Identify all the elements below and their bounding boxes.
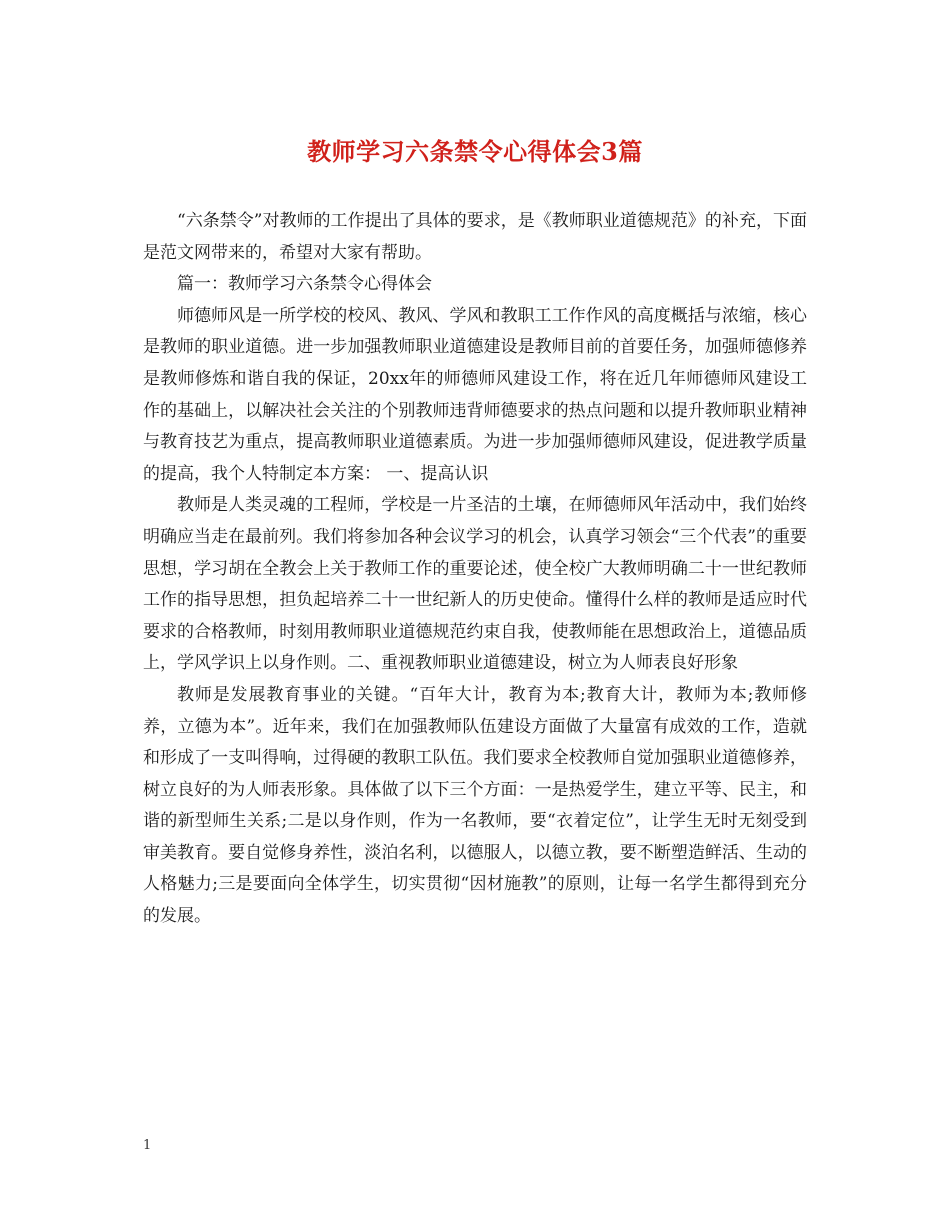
intro-paragraph: “六条禁令”对教师的工作提出了具体的要求，是《教师职业道德规范》的补充，下面是范文网带来的，希望对大家有帮助。 <box>143 211 807 263</box>
section-heading: 篇一：教师学习六条禁令心得体会 <box>177 274 432 295</box>
body-paragraph: 教师是人类灵魂的工程师，学校是一片圣洁的土壤，在师德师风年活动中，我们始终明确应当走在最前列。我们将参加各种会议学习的机会，认真学习领会“三个代表”的重要思想，学习胡在全教会上关于教师工作的重要论述，使全校广大教师明确二十一世纪教师工作的指导思想，担负起培养二十一世纪新人的历史使命。懂得什么样的教师是适应时代要求的合格教师，时刻用教师职业道德规范约束自我，使教师能在思想政治上，道德品质上，学风学识上以身作则。二、重视教师职业道德建设，树立为人师表良好形象 <box>143 495 807 674</box>
document-body <box>143 206 807 933</box>
page-number: 1 <box>143 1138 152 1153</box>
document-title: 教师学习六条禁令心得体会3篇 <box>307 137 643 166</box>
body-paragraph: 教师是发展教育事业的关键。“百年大计，教育为本;教育大计，教师为本;教师修养，立德为本”。近年来，我们在加强教师队伍建设方面做了大量富有成效的工作，造就和形成了一支叫得响，过得硬的教职工队伍。我们要求全校教师自觉加强职业道德修养，树立良好的为人师表形象。具体做了以下三个方面：一是热爱学生，建立平等、民主，和谐的新型师生关系;二是以身作则，作为一名教师，要“衣着定位”，让学生无时无刻受到审美教育。要自觉修身养性，淡泊名利，以德服人，以德立教，要不断塑造鲜活、生动的人格魅力;三是要面向全体学生，切实贯彻“因材施教”的原则，让每一名学生都得到充分的发展。 <box>143 684 807 927</box>
body-paragraph: 师德师风是一所学校的校风、教风、学风和教职工工作作风的高度概括与浓缩，核心是教师的职业道德。进一步加强教师职业道德建设是教师目前的首要任务，加强师德修养是教师修炼和谐自我的保证，20xx年的师德师风建设工作，将在近几年师德师风建设工作的基础上，以解决社会关注的个别教师违背师德要求的热点问题和以提升教师职业精神与教育技艺为重点，提高教师职业道德素质。为进一步加强师德师风建设，促进教学质量的提高，我个人特制定本方案： 一、提高认识 <box>143 305 807 484</box>
